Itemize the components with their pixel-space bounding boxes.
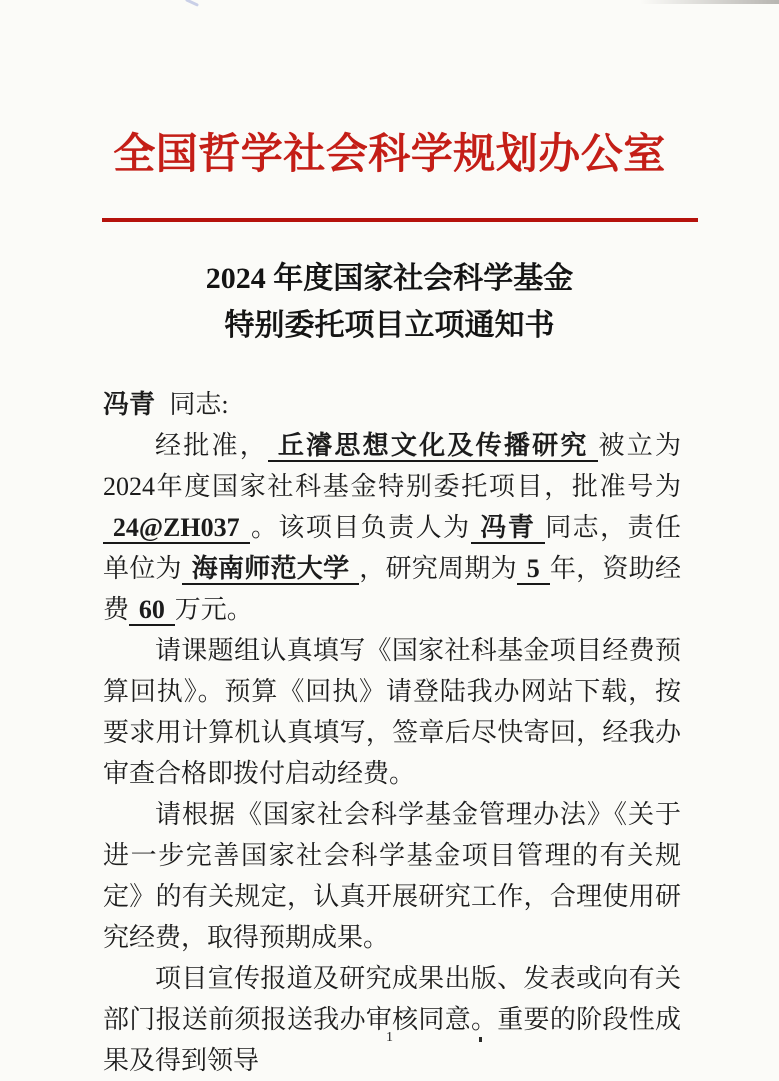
- letter-body: [103, 384, 681, 1081]
- scan-mark-artifact: [185, 0, 199, 7]
- body-text-segment: 请课题组认真填写《国家社科基金项目经费预算回执》。预算《回执》请登陆我办网站下载，按要求用计算机认真填写，签章后尽快寄回，经我办审查合格即拨付启动经费。: [103, 636, 681, 788]
- body-text-segment: 经批准，: [155, 431, 268, 460]
- body-text-segment: 年，资助经费: [103, 554, 681, 624]
- body-text-segment: 同志，责任单位为: [103, 513, 681, 583]
- body-text-segment: 万元。: [174, 595, 253, 624]
- filled-field: 丘濬思想文化及传播研究: [268, 431, 598, 462]
- filled-field: 冯青: [471, 513, 546, 544]
- body-text-segment: ，研究周期为: [359, 554, 517, 583]
- letterhead-office-name: 全国哲学社会科学规划办公室: [113, 132, 666, 178]
- document-title-line1: 2024 年度国家社会科学基金: [205, 262, 574, 295]
- body-paragraph: [103, 425, 681, 630]
- filled-field: 24@ZH037: [103, 513, 250, 544]
- scan-smudge-artifact: [640, 0, 779, 4]
- document-title: [0, 255, 779, 349]
- recipient-name: 冯青: [103, 390, 156, 419]
- body-paragraph: [103, 794, 681, 958]
- document-title-line2: 特别委托项目立项通知书: [224, 309, 555, 342]
- body-paragraph: [103, 958, 681, 1081]
- body-paragraph: [103, 630, 681, 794]
- body-paragraphs: [103, 425, 681, 1081]
- filled-field: 海南师范大学: [182, 554, 359, 585]
- salutation-honorific: 同志:: [169, 390, 229, 419]
- body-text-segment: 被立为2024年度国家社科基金特别委托项目，批准号为: [103, 431, 681, 501]
- filled-field: 60: [129, 595, 175, 626]
- salutation: [103, 384, 681, 425]
- body-text-segment: 。该项目负责人为: [249, 513, 471, 542]
- body-text-segment: 请根据《国家社会科学基金管理办法》《关于进一步完善国家社会科学基金项目管理的有关规定》的有关规定，认真开展研究工作，合理使用研究经费，取得预期成果。: [103, 800, 681, 952]
- body-text-segment: 项目宣传报道及研究成果出版、发表或向有关部门报送前须报送我办审核同意。重要的阶段性成果及得到领导: [103, 964, 681, 1075]
- page-number: 1: [386, 1030, 393, 1045]
- filled-field: 5: [517, 554, 550, 585]
- letterhead-rule: [102, 218, 698, 222]
